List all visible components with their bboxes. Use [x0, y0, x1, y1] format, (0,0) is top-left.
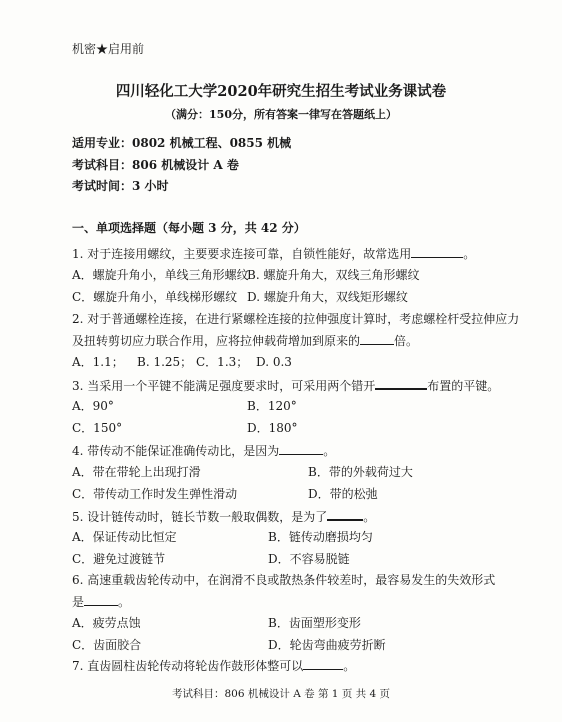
- option-2d: D. 0.3: [256, 355, 292, 369]
- question-6-stem-line2: [72, 594, 130, 609]
- question-7-text: 7. 直齿圆柱齿轮传动将轮齿作鼓形体整可以: [72, 659, 304, 673]
- option-1a: A．螺旋升角小，单线三角形螺纹: [72, 268, 249, 282]
- option-5d: D．不容易脱链: [268, 552, 350, 566]
- answer-blank: [327, 508, 363, 521]
- question-2-text: 及扭转剪切应力联合作用，应将拉伸载荷增加到原来的: [72, 334, 361, 348]
- exam-duration: 考试时间：3 小时: [72, 179, 169, 193]
- option-3a: A．90°: [72, 399, 114, 413]
- option-4b: B．带的外载荷过大: [308, 465, 413, 479]
- option-6a: A．疲劳点蚀: [72, 616, 141, 630]
- option-2b: B. 1.25；: [137, 355, 193, 369]
- question-1-text: 1. 对于连接用螺纹，主要要求连接可靠，自锁性能好，故常选用: [72, 247, 412, 261]
- question-3-end: 布置的平键。: [427, 379, 500, 393]
- option-3b: B．120°: [247, 399, 297, 413]
- question-2-stem-line1: 2. 对于普通螺栓连接，在进行紧螺栓连接的拉伸强度计算时，考虑螺栓杆受拉伸应力: [72, 312, 520, 326]
- answer-blank: [375, 377, 427, 390]
- question-3-stem: [72, 377, 499, 393]
- exam-title: 四川轻化工大学2020年研究生招生考试业务课试卷: [115, 83, 447, 100]
- answer-blank: [360, 333, 394, 345]
- answer-blank: [279, 443, 323, 455]
- question-4-text: 4. 带传动不能保证准确传动比，是因为: [72, 444, 280, 458]
- option-3d: D．180°: [247, 421, 298, 435]
- question-4-end: 。: [323, 444, 336, 458]
- question-5-stem: [72, 508, 375, 524]
- page-footer: 考试科目：806 机械设计 A 卷 第 1 页 共 4 页: [171, 688, 391, 700]
- answer-blank: [84, 594, 118, 606]
- option-6b: B．齿面塑形变形: [268, 616, 361, 630]
- option-5a: A．保证传动比恒定: [72, 530, 177, 544]
- option-4c: C．带传动工作时发生弹性滑动: [72, 487, 238, 501]
- option-5b: B．链传动磨损均匀: [268, 530, 373, 544]
- option-1c: C．螺旋升角小，单线梯形螺纹: [72, 290, 238, 304]
- question-2-stem-line2: [72, 333, 418, 348]
- applicable-major: 适用专业：0802 机械工程、0855 机械: [72, 136, 292, 150]
- confidential-label: 机密★启用前: [72, 42, 145, 56]
- question-3-text: 3. 当采用一个平键不能满足强度要求时，可采用两个错开: [72, 379, 376, 393]
- question-7-end: 。: [343, 659, 356, 673]
- option-4d: D．带的松弛: [308, 487, 378, 501]
- option-2a: A．1.1；: [72, 355, 124, 369]
- option-6d: D．轮齿弯曲疲劳折断: [268, 638, 386, 652]
- option-3c: C．150°: [72, 421, 123, 435]
- answer-blank: [411, 246, 463, 258]
- question-1-end: 。: [463, 247, 476, 261]
- section-heading: 一、单项选择题（每小题 3 分，共 42 分）: [72, 221, 306, 235]
- option-1b: B. 螺旋升角大，双线三角形螺纹: [247, 268, 420, 282]
- exam-subtitle: （满分：150分，所有答案一律写在答题纸上）: [165, 108, 397, 121]
- question-7-stem: [72, 658, 355, 673]
- question-6-text: 是: [72, 595, 85, 609]
- option-2c: C．1.3；: [196, 355, 249, 369]
- option-6c: C．齿面胶合: [72, 638, 142, 652]
- question-6-end: 。: [118, 595, 131, 609]
- option-1d: D. 螺旋升角大，双线矩形螺纹: [247, 290, 408, 304]
- question-1-stem: [72, 246, 475, 261]
- option-4a: A．带在带轮上出现打滑: [72, 465, 201, 479]
- answer-blank: [303, 658, 343, 670]
- question-5-end: 。: [363, 510, 376, 524]
- option-5c: C．避免过渡链节: [72, 552, 166, 566]
- question-2-end: 倍。: [394, 334, 419, 348]
- question-4-stem: [72, 443, 335, 458]
- question-5-text: 5. 设计链传动时，链长节数一般取偶数，是为了: [72, 510, 328, 524]
- exam-subject: 考试科目：806 机械设计 A 卷: [72, 158, 239, 172]
- question-6-stem-line1: 6. 高速重载齿轮传动中，在润滑不良或散热条件较差时，最容易发生的失效形式: [72, 573, 496, 587]
